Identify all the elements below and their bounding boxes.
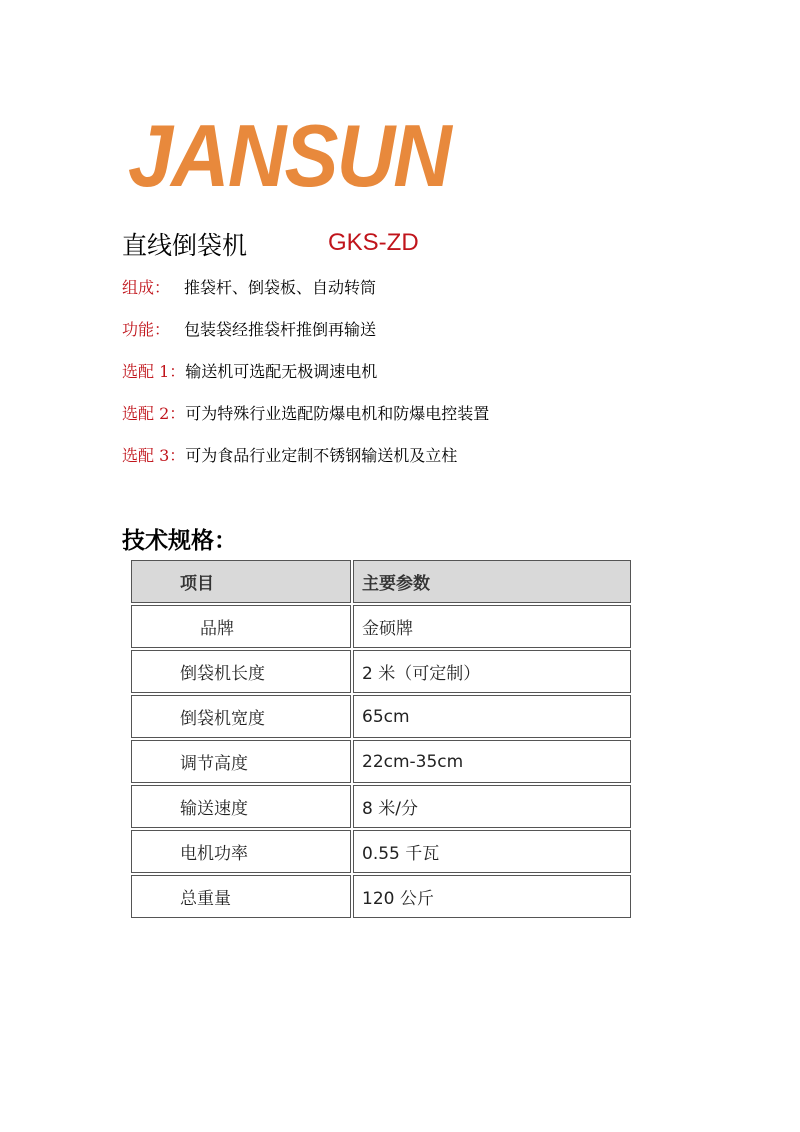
spec-name: 总重量 bbox=[131, 875, 351, 918]
table-row bbox=[131, 829, 632, 874]
feature-option-2 bbox=[122, 401, 489, 424]
feature-value: 推袋杆、倒袋板、自动转筒 bbox=[184, 278, 377, 297]
feature-value: 包装袋经推袋杆推倒再输送 bbox=[184, 320, 377, 339]
spec-name: 倒袋机宽度 bbox=[131, 695, 351, 738]
spec-name: 电机功率 bbox=[131, 830, 351, 873]
feature-composition bbox=[122, 275, 376, 298]
feature-label: 选配 2： bbox=[122, 404, 186, 423]
spec-table-header bbox=[131, 559, 632, 604]
feature-value: 可为特殊行业选配防爆电机和防爆电控装置 bbox=[185, 404, 490, 423]
spec-value: 金硕牌 bbox=[353, 605, 631, 648]
spec-table bbox=[131, 559, 632, 919]
feature-label: 组成： bbox=[122, 278, 171, 297]
spec-name: 倒袋机长度 bbox=[131, 650, 351, 693]
spec-name: 输送速度 bbox=[131, 785, 351, 828]
spec-header-name: 项目 bbox=[131, 560, 351, 603]
feature-option-3 bbox=[122, 443, 457, 466]
feature-value: 输送机可选配无极调速电机 bbox=[185, 362, 378, 381]
product-title: 直线倒袋机 bbox=[122, 231, 248, 260]
feature-label: 选配 1： bbox=[122, 362, 186, 381]
spec-header-value: 主要参数 bbox=[353, 560, 631, 603]
table-row bbox=[131, 874, 632, 919]
feature-label: 功能： bbox=[122, 320, 171, 339]
feature-option-1 bbox=[122, 359, 377, 382]
spec-value: 0.55 千瓦 bbox=[353, 830, 631, 873]
table-row bbox=[131, 604, 632, 649]
table-row bbox=[131, 739, 632, 784]
spec-name: 调节高度 bbox=[131, 740, 351, 783]
table-row bbox=[131, 694, 632, 739]
spec-value: 65cm bbox=[353, 695, 631, 738]
table-row bbox=[131, 784, 632, 829]
spec-value: 8 米/分 bbox=[353, 785, 631, 828]
spec-name: 品牌 bbox=[131, 605, 351, 648]
feature-label: 选配 3： bbox=[122, 446, 186, 465]
feature-value: 可为食品行业定制不锈钢输送机及立柱 bbox=[185, 446, 458, 465]
specs-heading: 技术规格： bbox=[122, 527, 237, 554]
product-model: GKS-ZD bbox=[328, 229, 419, 256]
feature-function bbox=[122, 317, 376, 340]
spec-value: 2 米（可定制） bbox=[353, 650, 631, 693]
spec-value: 22cm-35cm bbox=[353, 740, 631, 783]
spec-value: 120 公斤 bbox=[353, 875, 631, 918]
table-row bbox=[131, 649, 632, 694]
brand-logo: JANSUN bbox=[128, 106, 450, 205]
